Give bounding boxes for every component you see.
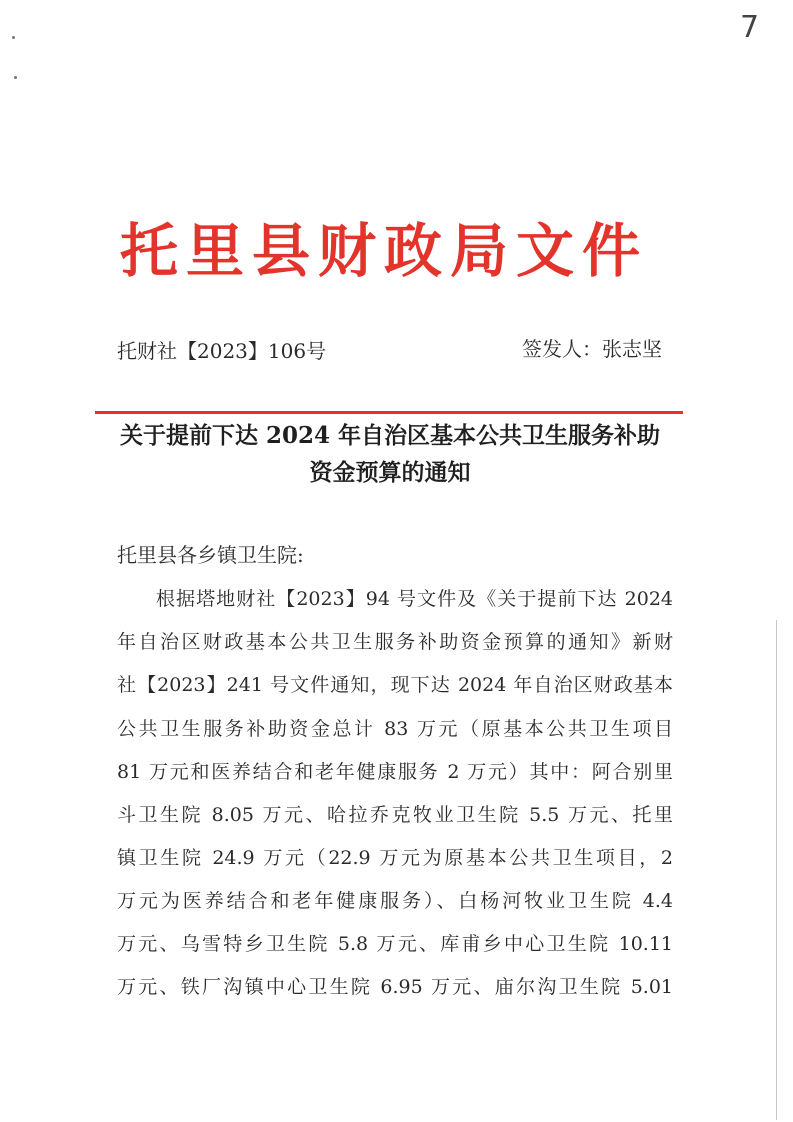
body-line: 斗卫生院 8.05 万元、哈拉乔克牧业卫生院 5.5 万元、托里 — [117, 804, 673, 826]
title-line-2: 资金预算的通知 — [309, 459, 471, 486]
red-separator-rule — [95, 411, 683, 414]
page-number: 7 — [740, 10, 760, 45]
body-line: 年自治区财政基本公共卫生服务补助资金预算的通知》新财 — [117, 631, 673, 653]
body-line: 万元、铁厂沟镇中心卫生院 6.95 万元、庙尔沟卫生院 5.01 — [117, 976, 673, 998]
document-title — [100, 417, 680, 491]
document-masthead: 托里县财政局文件 — [119, 217, 648, 285]
title-line-1: 关于提前下达 2024 年自治区基本公共卫生服务补助 — [119, 422, 661, 449]
issuer-signatory: 签发人：张志坚 — [522, 337, 662, 361]
scan-speck — [14, 76, 17, 79]
body-line: 万元、乌雪特乡卫生院 5.8 万元、库甫乡中心卫生院 10.11 — [117, 933, 673, 955]
scan-speck — [12, 36, 15, 39]
scan-edge-line — [776, 620, 777, 1120]
body-line: 镇卫生院 24.9 万元（22.9 万元为原基本公共卫生项目，2 — [117, 847, 673, 869]
body-line: 万元为医养结合和老年健康服务）、白杨河牧业卫生院 4.4 — [117, 890, 673, 912]
body-line: 社【2023】241 号文件通知，现下达 2024 年自治区财政基本 — [117, 674, 673, 696]
document-number: 托财社【2023】106号 — [117, 339, 327, 363]
body-line: 根据塔地财社【2023】94 号文件及《关于提前下达 2024 — [156, 588, 673, 610]
body-line: 公共卫生服务补助资金总计 83 万元（原基本公共卫生项目 — [117, 718, 673, 740]
salutation: 托里县各乡镇卫生院: — [117, 543, 304, 567]
body-line: 81 万元和医养结合和老年健康服务 2 万元）其中：阿合别里 — [117, 761, 673, 783]
